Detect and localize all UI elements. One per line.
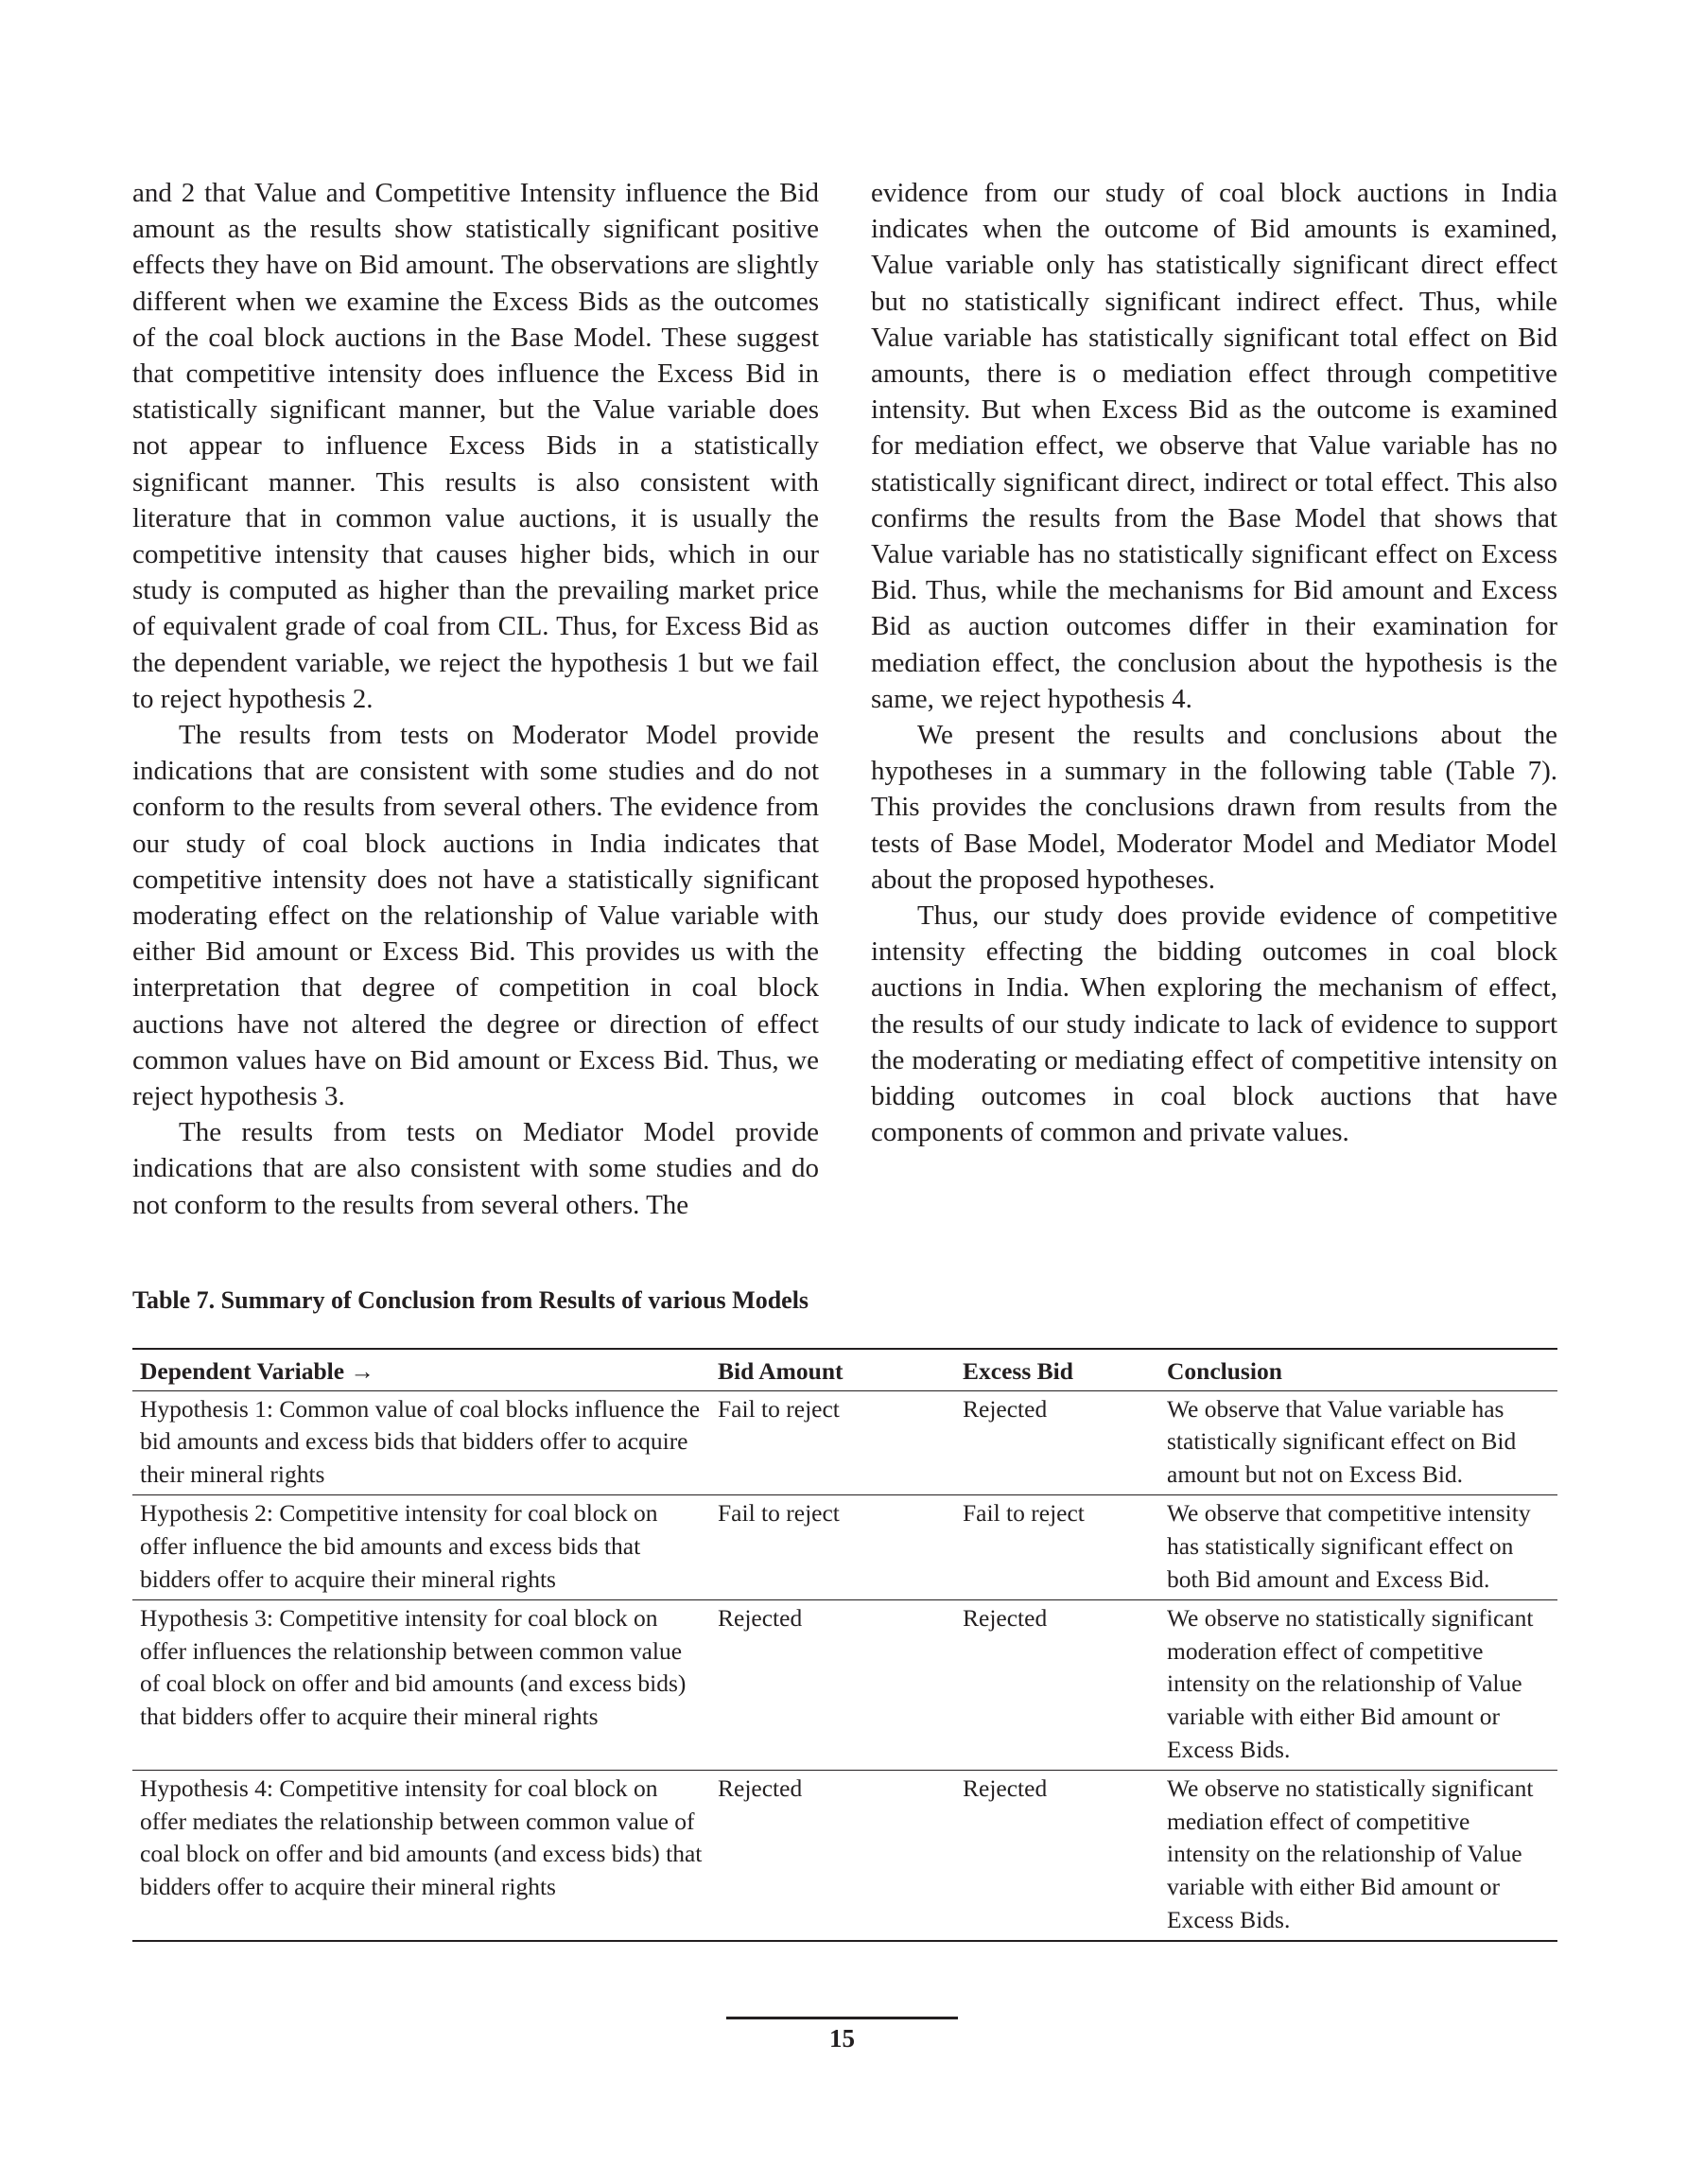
table-row [132, 1771, 1557, 1941]
hypothesis-cell: Hypothesis 4: Competitive intensity for coal block on offer mediates the relationship between common value of coal block on offer and bid amounts (and excess bids) that bidders offer to acquire their mineral rights [132, 1771, 710, 1941]
excess-bid-cell: Rejected [955, 1600, 1159, 1771]
header-excess-bid: Excess Bid [955, 1349, 1159, 1390]
summary-table [132, 1348, 1557, 1942]
hypothesis-cell: Hypothesis 2: Competitive intensity for coal block on offer influence the bid amounts and excess bids that bidders offer to acquire their mineral rights [132, 1495, 710, 1600]
excess-bid-cell: Fail to reject [955, 1495, 1159, 1600]
table-row [132, 1390, 1557, 1495]
left-column [132, 175, 819, 1225]
body-paragraph: and 2 that Value and Competitive Intensity influence the Bid amount as the results show statistically significant positive effects they have on Bid amount. The observations are slightly different when we examine the Excess Bids as the outcomes of the coal block auctions in the Base Model. These suggest that competitive intensity does influence the Excess Bid in statistically significant manner, but the Value variable does not appear to influence Excess Bids in a statistically significant manner. This results is also consistent with literature that in common value auctions, it is usually the competitive intensity that causes higher bids, which in our study is computed as higher than the prevailing market price of equivalent grade of coal from CIL. Thus, for Excess Bid as the dependent variable, we reject the hypothesis 1 but we fail to reject hypothesis 2. [132, 178, 819, 714]
header-dependent-variable: Dependent Variable → [132, 1349, 710, 1390]
conclusion-cell: We observe that Value variable has statistically significant effect on Bid amount but not on Excess Bid. [1159, 1390, 1557, 1495]
excess-bid-cell: Rejected [955, 1390, 1159, 1495]
hypothesis-cell: Hypothesis 3: Competitive intensity for coal block on offer influences the relationship between common value of coal block on offer and bid amounts (and excess bids) that bidders offer to acquire their mineral rights [132, 1600, 710, 1771]
excess-bid-cell: Rejected [955, 1771, 1159, 1941]
bid-amount-cell: Fail to reject [710, 1495, 955, 1600]
body-paragraph: The results from tests on Mediator Model provide indications that are also consistent with some studies and do not conform to the results from several others. The [132, 1117, 819, 1220]
conclusion-cell: We observe no statistically significant moderation effect of competitive intensity on the relationship of Value variable with either Bid amount or Excess Bids. [1159, 1600, 1557, 1771]
header-conclusion: Conclusion [1159, 1349, 1557, 1390]
body-paragraph: We present the results and conclusions about the hypotheses in a summary in the following table (Table 7). This provides the conclusions drawn from results from the tests of Base Model, Moderator Model and Mediator Model about the proposed hypotheses. [871, 720, 1557, 895]
body-text-columns [132, 175, 1557, 1225]
body-paragraph: The results from tests on Moderator Model provide indications that are consistent with some studies and do not conform to the results from several others. The evidence from our study of coal block auctions in India indicates that competitive intensity does not have a statistically significant moderating effect on the relationship of Value variable with either Bid amount or Excess Bid. This provides us with the interpretation that degree of competition in coal block auctions have not altered the degree or direction of effect common values have on Bid amount or Excess Bid. Thus, we reject hypothesis 3. [132, 720, 819, 1112]
bid-amount-cell: Fail to reject [710, 1390, 955, 1495]
hypothesis-cell: Hypothesis 1: Common value of coal blocks influence the bid amounts and excess bids that bidders offer to acquire their mineral rights [132, 1390, 710, 1495]
bid-amount-cell: Rejected [710, 1771, 955, 1941]
body-paragraph: evidence from our study of coal block auctions in India indicates when the outcome of Bid amounts is examined, Value variable only has statistically significant direct effect but no statistically significant indirect effect. Thus, while Value variable has statistically significant total effect on Bid amounts, there is o mediation effect through competitive intensity. But when Excess Bid as the outcome is examined for mediation effect, we observe that Value variable has no statistically significant direct, indirect or total effect. This also confirms the results from the Base Model that shows that Value variable has no statistically significant effect on Excess Bid. Thus, while the mechanisms for Bid amount and Excess Bid as auction outcomes differ in their examination for mediation effect, the conclusion about the hypothesis is the same, we reject hypothesis 4. [871, 178, 1557, 714]
footer-rule [726, 2017, 958, 2019]
right-column [871, 175, 1557, 1225]
conclusion-cell: We observe no statistically significant mediation effect of competitive intensity on the relationship of Value variable with either Bid amount or Excess Bids. [1159, 1771, 1557, 1941]
bid-amount-cell: Rejected [710, 1600, 955, 1771]
page-number: 15 [829, 2024, 855, 2053]
conclusion-cell: We observe that competitive intensity has statistically significant effect on both Bid amount and Excess Bid. [1159, 1495, 1557, 1600]
body-paragraph: Thus, our study does provide evidence of competitive intensity effecting the bidding outcomes in coal block auctions in India. When exploring the mechanism of effect, the results of our study indicate to lack of evidence to support the moderating or mediating effect of competitive intensity on bidding outcomes in coal block auctions that have components of common and private values. [871, 900, 1557, 1148]
table-row [132, 1495, 1557, 1600]
table-row [132, 1600, 1557, 1771]
table-caption: Table 7. Summary of Conclusion from Results of various Models [132, 1286, 809, 1314]
table-header-row [132, 1349, 1557, 1390]
header-bid-amount: Bid Amount [710, 1349, 955, 1390]
